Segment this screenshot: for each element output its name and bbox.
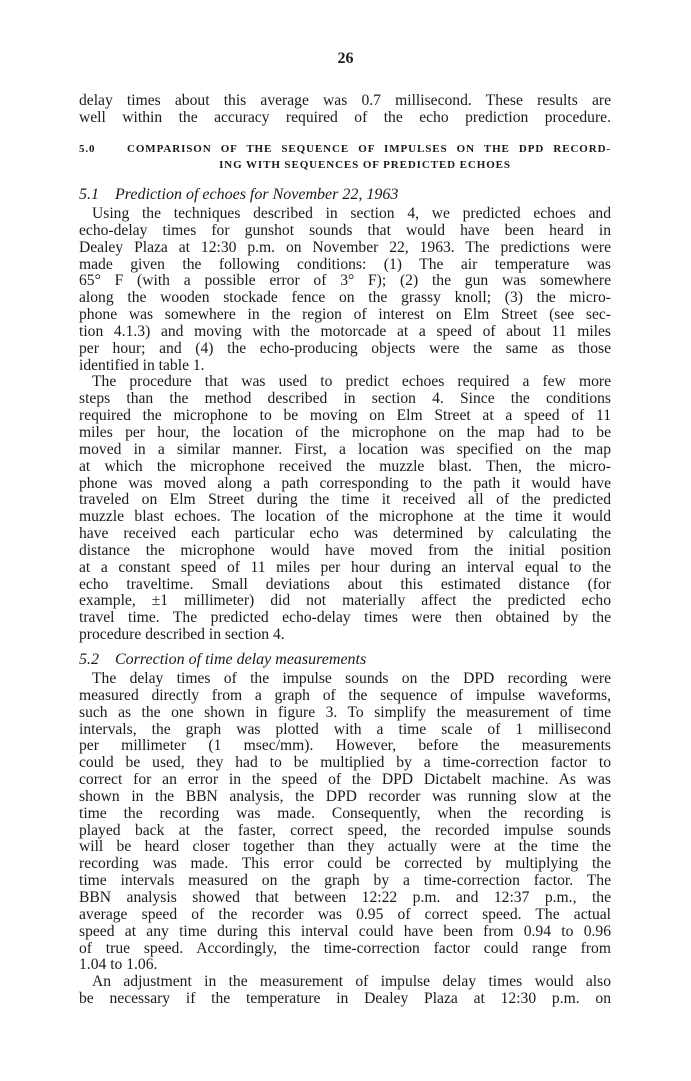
text-line: moved in a similar manner. First, a location was specified on the map — [79, 440, 611, 458]
text-line: tion 4.1.3) and moving with the motorcade at a speed of about 11 miles — [79, 322, 611, 340]
text-line: time intervals measured on the graph by a time-correction factor. The — [79, 872, 611, 890]
text-line: 65° F (with a possible error of 3° F); (2) the gun was somewhere — [79, 272, 611, 290]
text-line: An adjustment in the measurement of impulse delay times would also — [92, 973, 611, 991]
text-line: intervals, the graph was plotted with a time scale of 1 millisecond — [79, 720, 611, 738]
text-line: shown in the BBN analysis, the DPD recorder was running slow at the — [79, 787, 611, 805]
subsection-title: Prediction of echoes for November 22, 1963 — [115, 186, 399, 203]
text-line: example, ±1 millimeter) did not materially affect the predicted echo — [79, 592, 611, 610]
section-title-line-1: COMPARISON OF THE SEQUENCE OF IMPULSES ON THE DPD RECORD- — [127, 143, 611, 155]
text-line: phone was moved along a path corresponding to the path it would have — [79, 474, 611, 492]
continuation-paragraph — [79, 93, 611, 127]
text-line: at a constant speed of 11 miles per hour during an interval equal to the — [79, 558, 611, 576]
subsection-number: 5.2 — [79, 651, 99, 668]
paragraph — [79, 374, 611, 644]
text-line: such as the one shown in figure 3. To simplify the measurement of time — [79, 703, 611, 721]
text-line: speed at any time during this interval could have been from 0.94 to 0.96 — [79, 922, 611, 940]
subsection-title: Correction of time delay measurements — [115, 651, 367, 668]
section-5-2-body — [79, 671, 611, 1008]
text-line: echo traveltime. Small deviations about this estimated distance (for — [79, 575, 611, 593]
subsection-number: 5.1 — [79, 186, 99, 203]
text-line: have received each particular echo was determined by calculating the — [79, 525, 611, 543]
text-line: well within the accuracy required of the echo prediction procedure. — [79, 108, 611, 126]
paragraph — [79, 206, 611, 374]
text-line: required the microphone to be moving on Elm Street at a speed of 11 — [79, 407, 611, 425]
text-line: per millimeter (1 msec/mm). However, before the measurements — [79, 737, 611, 755]
text-line: The procedure that was used to predict echoes required a few more — [92, 373, 611, 391]
text-line: identified in table 1. — [79, 356, 205, 374]
paragraph — [79, 974, 611, 1008]
text-line: average speed of the recorder was 0.95 of correct speed. The actual — [79, 905, 611, 923]
text-line: be necessary if the temperature in Dealey Plaza at 12:30 p.m. on — [79, 990, 611, 1008]
section-5-0-heading — [79, 141, 611, 173]
text-line: measured directly from a graph of the sequence of impulse waveforms, — [79, 686, 611, 704]
text-line: muzzle blast echoes. The location of the microphone at the time it would — [79, 508, 611, 526]
section-5-2-heading — [79, 651, 611, 669]
text-line: time the recording was made. Consequently, when the recording is — [79, 804, 611, 822]
text-line: travel time. The predicted echo-delay times were then obtained by the — [79, 609, 611, 627]
text-line: could be used, they had to be multiplied by a time-correction factor to — [79, 754, 611, 772]
text-line: procedure described in section 4. — [79, 626, 285, 644]
text-line: will be heard closer together than they actually were at the time the — [79, 838, 611, 856]
text-line: recording was made. This error could be corrected by multiplying the — [79, 855, 611, 873]
text-line: The delay times of the impulse sounds on the DPD recording were — [92, 670, 611, 687]
text-line: at which the microphone received the muzzle blast. Then, the micro- — [79, 457, 611, 475]
text-line: per hour; and (4) the echo-producing objects were the same as those — [79, 339, 611, 357]
text-line: correct for an error in the speed of the DPD Dictabelt machine. As was — [79, 771, 611, 789]
text-line: along the wooden stockade fence on the grassy knoll; (3) the micro- — [79, 289, 611, 307]
section-heading-line-1 — [79, 141, 611, 157]
text-line: steps than the method described in section 4. Since the conditions — [79, 390, 611, 408]
text-line: Dealey Plaza at 12:30 p.m. on November 22, 1963. The predictions were — [79, 238, 611, 256]
text-line: of true speed. Accordingly, the time-correction factor could range from — [79, 939, 611, 957]
text-line: made given the following conditions: (1) The air temperature was — [79, 255, 611, 273]
text-line: played back at the faster, correct speed, the recorded impulse sounds — [79, 821, 611, 839]
section-5-1-heading — [79, 186, 611, 204]
text-line: phone was somewhere in the region of interest on Elm Street (see sec- — [79, 306, 611, 324]
text-line: echo-delay times for gunshot sounds that would have been heard in — [79, 221, 611, 239]
text-line: traveled on Elm Street during the time it received all of the predicted — [79, 491, 611, 509]
page-number: 26 — [337, 50, 354, 67]
section-title-line-2: ING WITH SEQUENCES OF PREDICTED ECHOES — [219, 159, 511, 171]
section-number: 5.0 — [79, 143, 96, 155]
paragraph — [79, 671, 611, 974]
text-line: delay times about this average was 0.7 millisecond. These results are — [79, 92, 611, 109]
text-line: Using the techniques described in section 4, we predicted echoes and — [92, 205, 611, 222]
text-line: distance the microphone would have moved from the initial position — [79, 541, 611, 559]
section-5-1-body — [79, 206, 611, 644]
text-line: 1.04 to 1.06. — [79, 956, 158, 974]
text-line: miles per hour, the location of the microphone on the map had to be — [79, 423, 611, 441]
text-line: BBN analysis showed that between 12:22 p.m. and 12:37 p.m., the — [79, 888, 611, 906]
